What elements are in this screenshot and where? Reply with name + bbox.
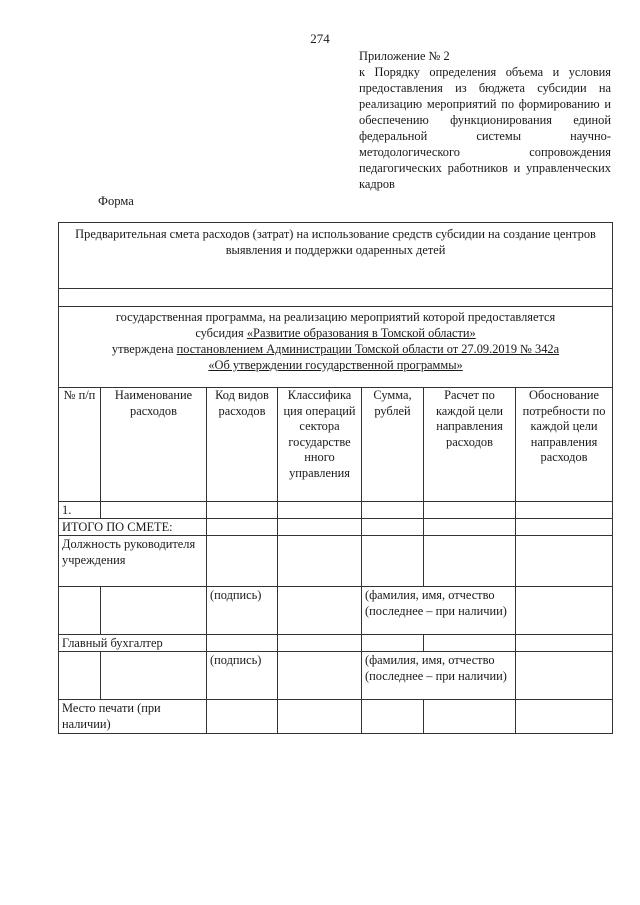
header-classification: Классифика ция операций сектора государстве нного управления	[278, 388, 362, 502]
head-row	[59, 536, 613, 587]
program-line-3-prefix: утверждена	[111, 342, 177, 356]
accountant-fio-label: (фамилия, имя, отчество (последнее – при наличии)	[362, 652, 516, 700]
header-name: Наименование расходов	[101, 388, 207, 502]
header-row	[59, 388, 613, 502]
resolution-title: «Об утверждении государственной программы»	[208, 358, 463, 372]
table-title: Предварительная смета расходов (затрат) на использование средств субсидии на создание центров выявления и поддержки одаренных детей	[59, 223, 613, 289]
total-row	[59, 519, 613, 536]
program-cell	[59, 307, 613, 388]
row-number: 1.	[59, 502, 101, 519]
page-number: 274	[310, 31, 330, 46]
estimate-table	[58, 222, 613, 734]
accountant-signature-row	[59, 652, 613, 700]
stamp-row	[59, 700, 613, 734]
appendix-title: Приложение № 2	[359, 49, 450, 63]
header-sum: Сумма, рублей	[362, 388, 424, 502]
total-label: ИТОГО ПО СМЕТЕ:	[59, 519, 207, 536]
header-code: Код видов расходов	[207, 388, 278, 502]
resolution-reference: постановлением Администрации Томской области от 27.09.2019 № 342а	[176, 342, 560, 356]
accountant-signature-label: (подпись)	[207, 652, 278, 700]
program-line-1: государственная программа, на реализацию мероприятий которой предоставляется	[115, 310, 556, 324]
stamp-label: Место печати (при наличии)	[59, 700, 207, 734]
program-name: «Развитие образования в Томской области»	[246, 326, 476, 340]
accountant-row	[59, 635, 613, 652]
table-title-row	[59, 223, 613, 289]
program-line-2-prefix: субсидия	[195, 326, 247, 340]
head-label: Должность руководителя учреждения	[59, 536, 207, 587]
form-label: Форма	[98, 194, 134, 208]
accountant-label: Главный бухгалтер	[59, 635, 207, 652]
appendix-block	[359, 48, 611, 192]
head-signature-label: (подпись)	[207, 587, 278, 635]
head-signature-row	[59, 587, 613, 635]
program-row	[59, 307, 613, 388]
header-justification: Обоснование потребности по каждой цели направления расходов	[516, 388, 613, 502]
head-fio-label: (фамилия, имя, отчество (последнее – при наличии)	[362, 587, 516, 635]
header-calculation: Расчет по каждой цели направления расходов	[424, 388, 516, 502]
empty-row	[59, 289, 613, 307]
appendix-text: к Порядку определения объема и условия предоставления из бюджета субсидии на реализацию мероприятий по формированию и обеспечению функционирования единой федеральной системы научно-методологического сопровождения педагогических работников и управленческих кадров	[359, 65, 611, 191]
table-row	[59, 502, 613, 519]
header-num: № п/п	[59, 388, 101, 502]
